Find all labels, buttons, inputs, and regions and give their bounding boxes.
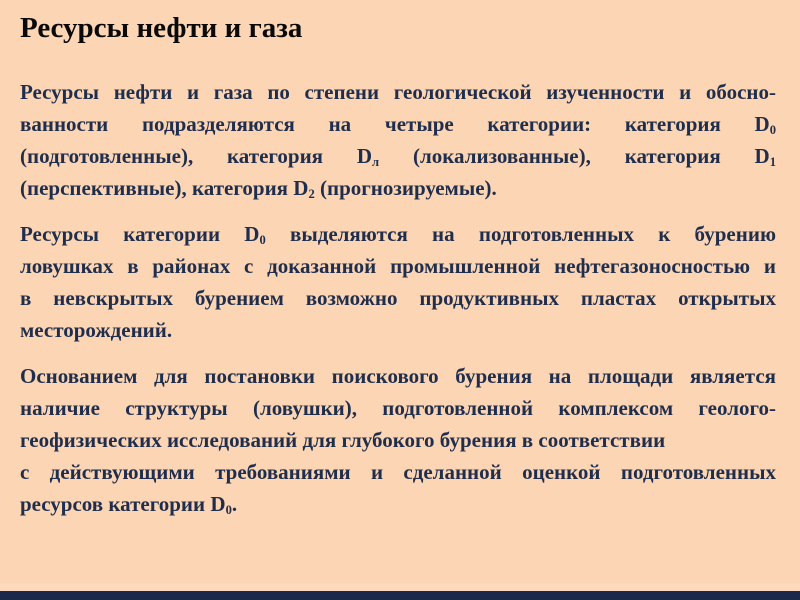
slide-body-text — [20, 76, 776, 534]
text-line: (перспективные), категория $D_2$ (прогнозируемые). — [20, 176, 497, 202]
slide-title: Ресурсы нефти и газа — [20, 12, 303, 44]
text-line: Основанием для постановки поискового бурения на площади является — [20, 364, 776, 388]
text-line: Ресурсы нефти и газа по степени геологической изученности и обосно- — [20, 80, 776, 104]
text-line: геофизических исследований для глубокого бурения в соответствии — [20, 428, 666, 452]
text-line: (подготовленные), категория $D_л$ (локализованные), категория $D_1$ — [20, 144, 777, 170]
text-line: ловушках в районах с доказанной промышленной нефтегазоносностью и — [20, 254, 776, 278]
footer-highlight-strip — [0, 583, 800, 591]
text-line: ресурсов категории $D_0$. — [20, 492, 238, 518]
paragraph-category-d0-description — [20, 218, 776, 346]
text-line: Ресурсы категории $D_0$ выделяются на подготовленных к бурению — [20, 222, 776, 248]
text-line: наличие структуры (ловушки), подготовленной комплексом геолого- — [20, 396, 776, 420]
text-line: с действующими требованиями и сделанной оценкой подготовленных — [20, 460, 776, 484]
paragraph-drilling-basis — [20, 360, 776, 520]
paragraph-resource-categories — [20, 76, 776, 204]
text-line: месторождений. — [20, 318, 173, 342]
footer-accent-bar — [0, 591, 800, 600]
text-line: ванности подразделяются на четыре категории: категория $D_0$ — [20, 112, 776, 138]
text-line: в невскрытых бурением возможно продуктивных пластах открытых — [20, 286, 776, 310]
